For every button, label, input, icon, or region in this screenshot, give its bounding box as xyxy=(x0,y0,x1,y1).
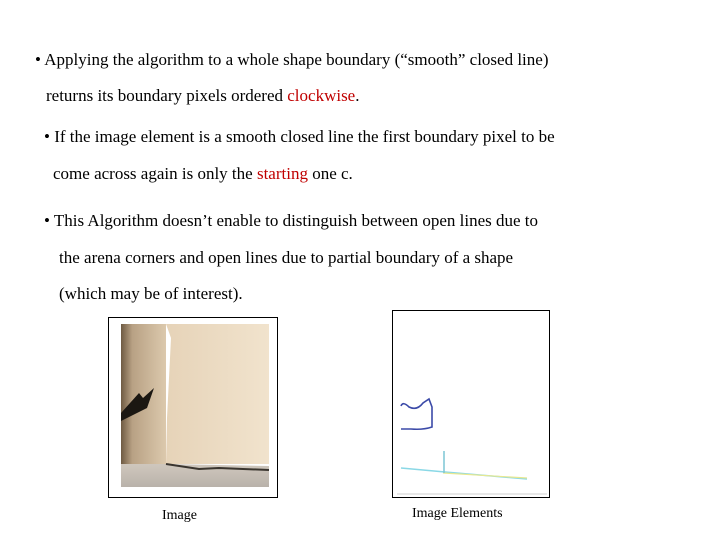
bullet-2-line-2 xyxy=(53,164,353,184)
photo-image xyxy=(109,318,277,497)
bullet-2-line-1: • If the image element is a smooth closed line the first boundary pixel to be xyxy=(44,127,555,146)
bullet-1-period: . xyxy=(355,86,360,105)
bullet-2-tail: one c. xyxy=(307,164,353,183)
highlight-starting: starting xyxy=(256,164,308,183)
bullet-3-line-1: • This Algorithm doesn’t enable to distinguish between open lines due to xyxy=(44,211,539,230)
bullet-2-text: come across again is only the xyxy=(53,164,257,183)
bullet-1-line-2 xyxy=(46,86,359,106)
image-elements-figure-frame xyxy=(392,310,550,498)
highlight-clockwise: clockwise xyxy=(287,86,356,105)
bullet-3-line-2: the arena corners and open lines due to partial boundary of a shape xyxy=(59,248,514,267)
image-caption: Image xyxy=(162,508,197,523)
bullet-3-line-3: (which may be of interest). xyxy=(59,284,243,303)
image-figure-frame xyxy=(108,317,278,498)
image-elements-plot xyxy=(393,311,549,497)
bullet-1-line-1: • Applying the algorithm to a whole shape boundary (“smooth” closed line) xyxy=(35,50,549,69)
bullet-1-text: returns its boundary pixels ordered xyxy=(46,86,288,105)
image-elements-caption: Image Elements xyxy=(412,506,503,521)
